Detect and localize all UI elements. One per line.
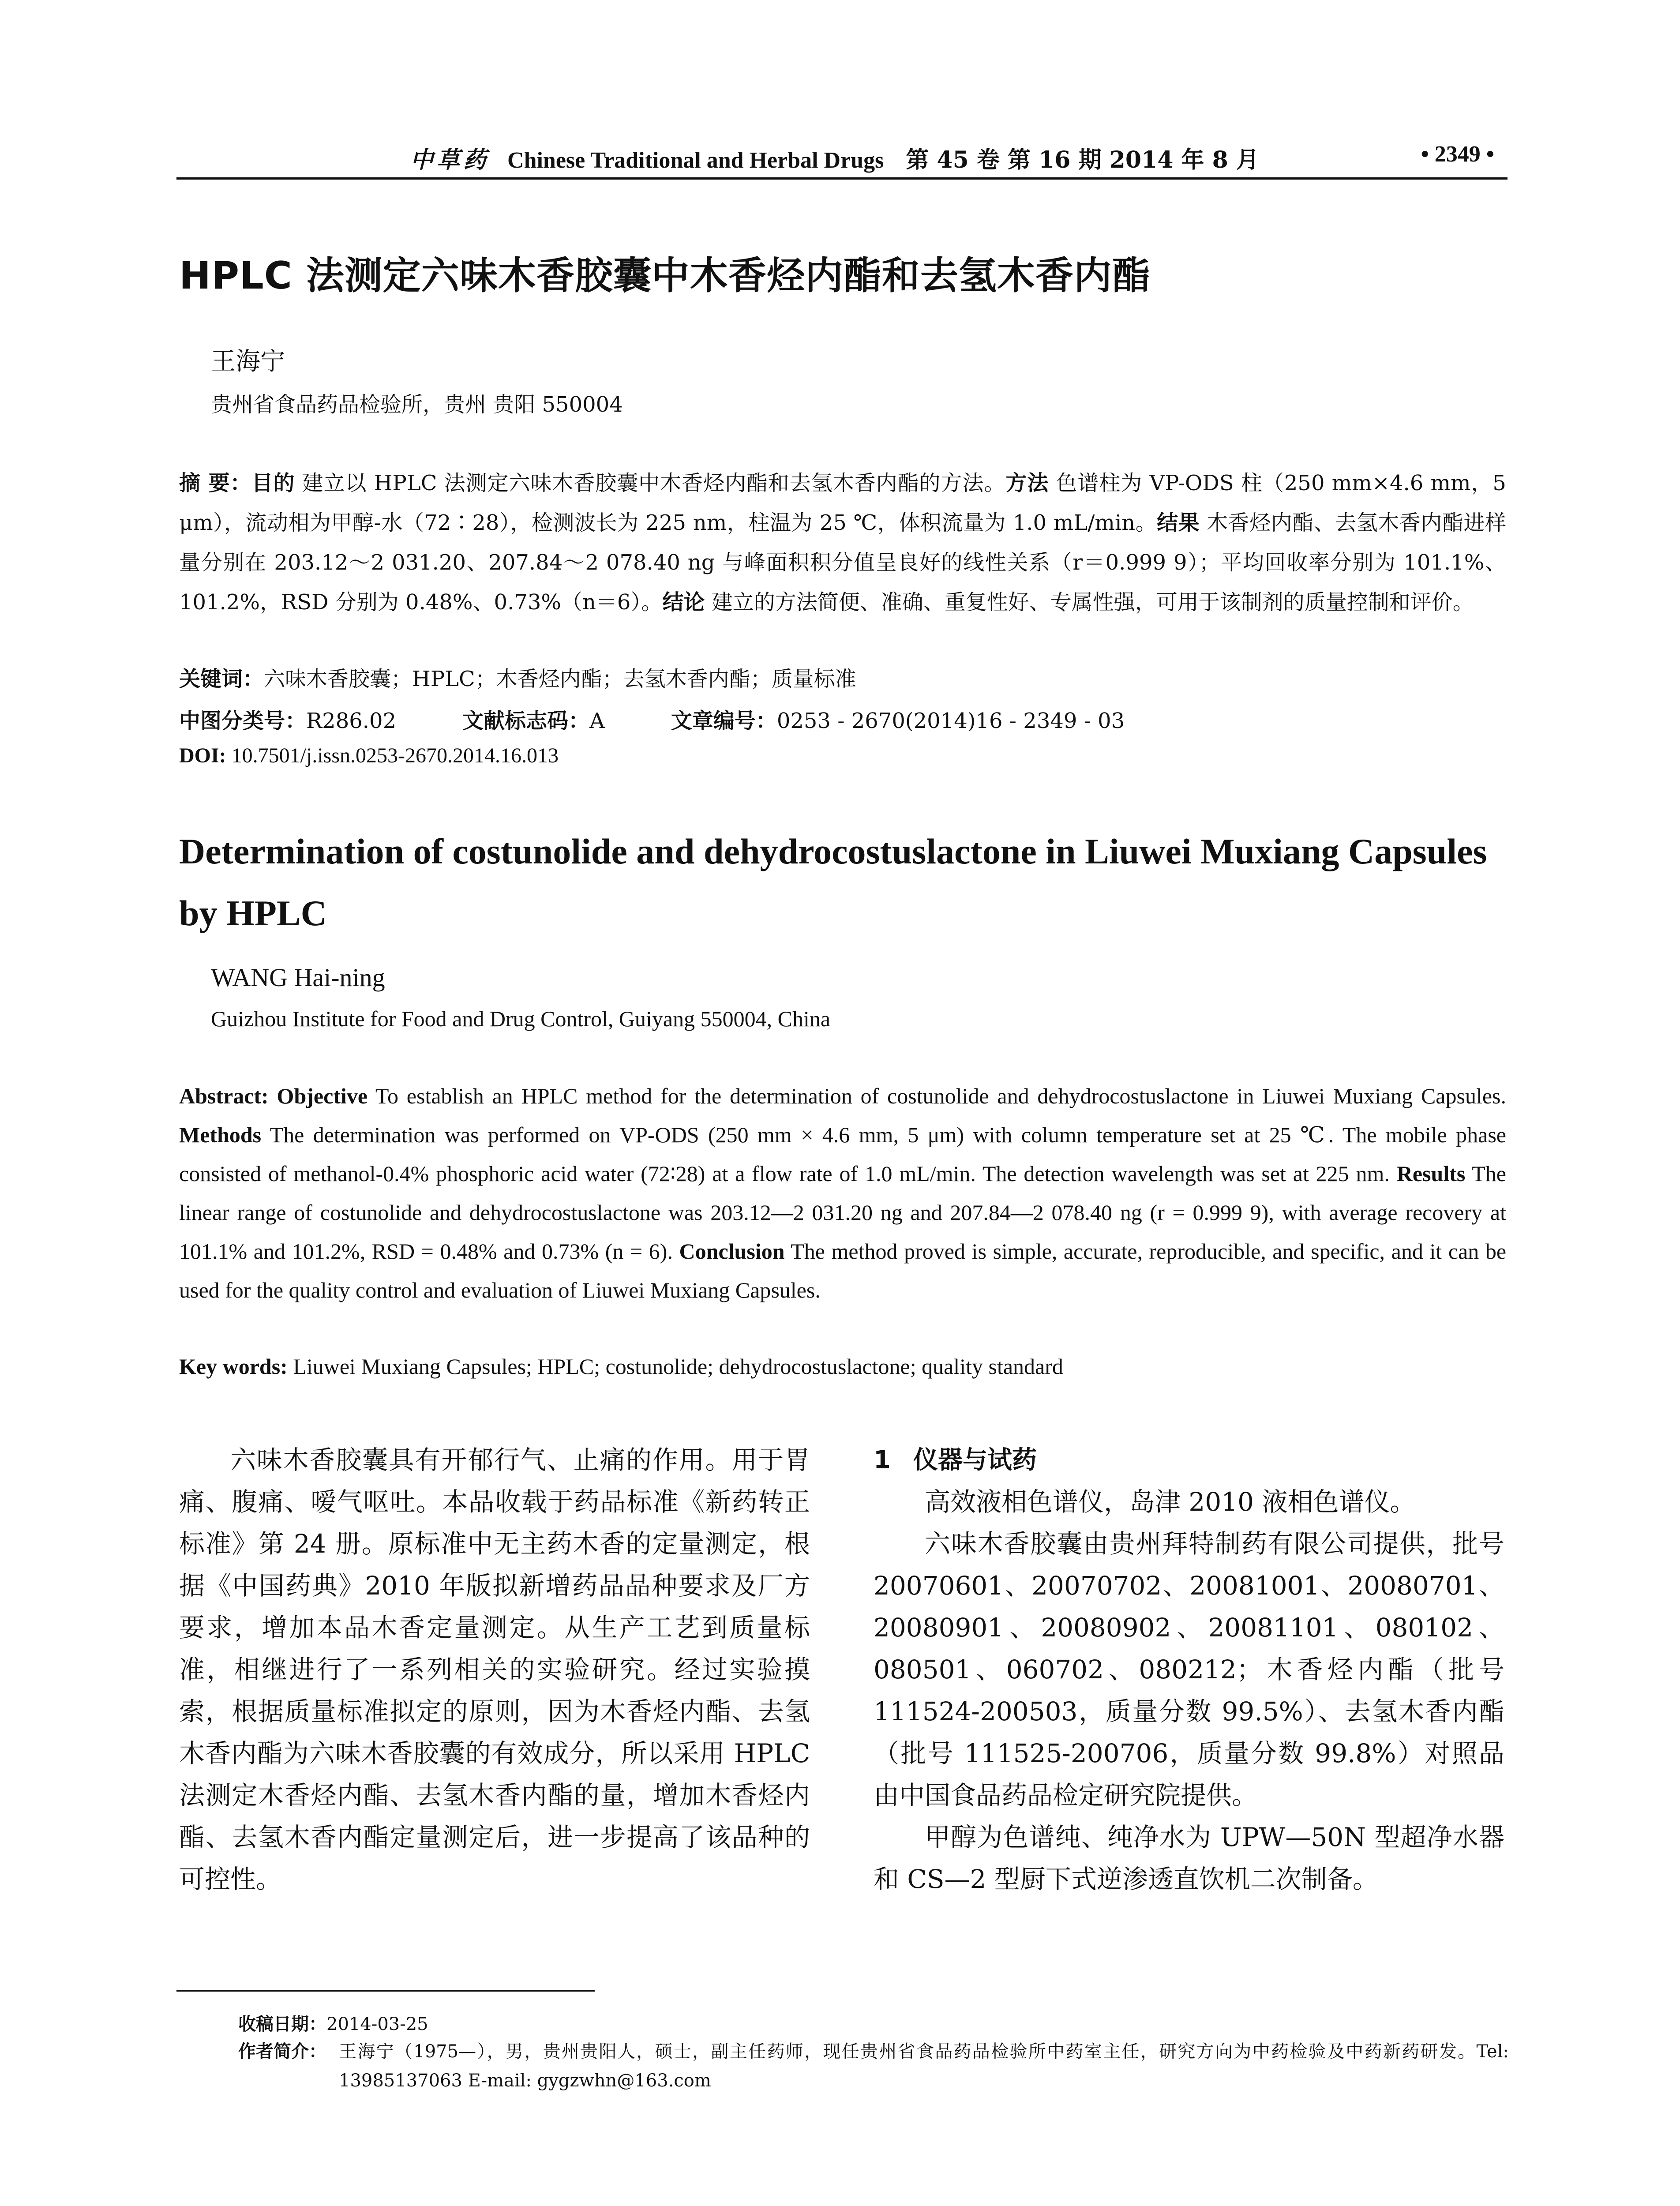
clc-label: 中图分类号： — [179, 709, 307, 733]
section-title: 仪器与试药 — [913, 1446, 1037, 1474]
methods-cn: 色谱柱为 VP-ODS 柱（250 mm×4.6 mm，5 μm），流动相为甲醇-水（72∶28），检测波长为 225 nm，柱温为 25 ℃，体积流量为 1.0 mL/min。 — [179, 471, 1506, 535]
affiliation-en: Guizhou Institute for Food and Drug Control, Guiyang 550004, China — [211, 1006, 831, 1031]
conclusion-en: The method proved is simple, accurate, reproducible, and specific, and it can be used for the quality control and evaluation of Liuwei Muxiang Capsules. — [179, 1239, 1507, 1302]
footnote-received — [238, 2010, 428, 2039]
article-no-label: 文章编号： — [671, 709, 777, 733]
keywords-en-value: Liuwei Muxiang Capsules; HPLC; costunolide; dehydrocostuslactone; quality standard — [287, 1354, 1063, 1379]
journal-logo-cn: 中草药 — [410, 146, 490, 173]
bio-text: 王海宁（1975—），男，贵州贵阳人，硕士，副主任药师，现任贵州省食品药品检验所中药室主任，研究方向为中药检验及中药新药研发。Tel: 13985137063 E-mail: gygzwhn@163.com — [339, 2041, 1509, 2091]
classification-line — [179, 704, 1125, 734]
methods-en: The determination was performed on VP-ODS (250 mm × 4.6 mm, 5 μm) with column temperature set at 25 ℃. The mobile phase consisted of methanol-0.4% phosphoric acid water (72∶28) at a flow rate of 1.0 mL/min. The detection wavelength was set at 225 nm. — [179, 1122, 1506, 1186]
results-cn: 木香烃内酯、去氢木香内酯进样量分别在 203.12～2 031.20、207.84～2 078.40 ng 与峰面积积分值呈良好的线性关系（r＝0.999 9）；平均回收率分别为 101.1%、101.2%，RSD 分别为 0.48%、0.73%（n＝6）。 — [179, 510, 1506, 615]
footnote-rule — [176, 1990, 595, 1992]
objective-cn: 建立以 HPLC 法测定六味木香胶囊中木香烃内酯和去氢木香内酯的方法。 — [295, 471, 1006, 495]
keywords-en-label: Key words: — [179, 1354, 288, 1379]
bio-label: 作者简介： — [238, 2041, 326, 2062]
results-label-en: Results — [1396, 1161, 1466, 1186]
page-number: • 2349 • — [1421, 142, 1494, 167]
keywords-cn-label: 关键词： — [179, 667, 264, 691]
doc-code-value: A — [589, 709, 605, 733]
intro-paragraph: 六味木香胶囊具有开郁行气、止痛的作用。用于胃痛、腹痛、嗳气呕吐。本品收载于药品标准《新药转正标准》第 24 册。原标准中无主药木香的定量测定，根据《中国药典》2010 年版拟新增药品品种要求及厂方要求，增加本品木香定量测定。从生产工艺到质量标准，相继进行了一系列相关的实验研究。经过实验摸索，根据质量标准拟定的原则，因为木香烃内酯、去氢木香内酯为六味木香胶囊的有效成分，所以采用 HPLC 法测定木香烃内酯、去氢木香内酯的量，增加木香烃内酯、去氢木香内酯定量测定后，进一步提高了该品种的可控性。 — [179, 1445, 810, 1894]
received-label: 收稿日期： — [238, 2014, 326, 2034]
abstract-en-label: Abstract: — [179, 1084, 269, 1108]
objective-label-cn: 目的 — [251, 471, 295, 495]
conclusion-cn: 建立的方法简便、准确、重复性好、专属性强，可用于该制剂的质量控制和评价。 — [705, 590, 1474, 615]
clc-value: R286.02 — [306, 709, 397, 733]
header-rule — [176, 177, 1508, 180]
body-left-column — [179, 1439, 810, 1900]
author-en: WANG Hai-ning — [211, 963, 385, 992]
article-no-value: 0253 - 2670(2014)16 - 2349 - 03 — [776, 709, 1125, 733]
conclusion-label-en: Conclusion — [679, 1239, 785, 1264]
objective-en: To establish an HPLC method for the determination of costunolide and dehydrocostuslactone in Liuwei Muxiang Capsules. — [368, 1084, 1506, 1108]
keywords-en — [179, 1354, 1063, 1379]
reagents-paragraph: 甲醇为色谱纯、纯净水为 UPW—50N 型超净水器和 CS—2 型厨下式逆渗透直饮机二次制备。 — [874, 1822, 1504, 1894]
methods-label-en: Methods — [179, 1122, 262, 1147]
abstract-en — [179, 1077, 1506, 1309]
doc-code-label: 文献标志码： — [462, 709, 590, 733]
results-label-cn: 结果 — [1157, 510, 1200, 535]
journal-issue: 第 45 卷 第 16 期 2014 年 8 月 — [906, 146, 1259, 173]
doi-label: DOI: — [179, 744, 226, 767]
section-number: 1 — [874, 1446, 891, 1474]
keywords-cn — [179, 662, 856, 692]
body-right-column — [874, 1439, 1504, 1900]
conclusion-label-cn: 结论 — [662, 590, 705, 615]
title-cn: HPLC 法测定六味木香胶囊中木香烃内酯和去氢木香内酯 — [179, 254, 1151, 298]
affiliation-cn: 贵州省食品药品检验所，贵州 贵阳 550004 — [211, 392, 623, 417]
materials-paragraph: 六味木香胶囊由贵州拜特制药有限公司提供，批号 20070601、20070702、20081001、20080701、20080901、20080902、20081101、080102、080501、060702、080212；木香烃内酯（批号 111524-200503，质量分数 99.5%）、去氢木香内酯（批号 111525-200706，质量分数 99.8%）对照品由中国食品药品检定研究院提供。 — [874, 1529, 1504, 1810]
keywords-cn-value: 六味木香胶囊；HPLC；木香烃内酯；去氢木香内酯；质量标准 — [264, 667, 856, 691]
running-header — [176, 138, 1508, 177]
methods-label-cn: 方法 — [1005, 471, 1049, 495]
author-cn: 王海宁 — [211, 347, 285, 376]
objective-label-en: Objective — [277, 1084, 368, 1108]
footnote-author-bio — [238, 2037, 1509, 2095]
instruments-paragraph: 高效液相色谱仪，岛津 2010 液相色谱仪。 — [925, 1487, 1416, 1517]
abstract-cn-label: 摘 要： — [179, 471, 252, 495]
received-date: 2014-03-25 — [326, 2014, 428, 2034]
journal-name — [410, 141, 1259, 174]
results-en: The linear range of costunolide and dehydrocostuslactone was 203.12—2 031.20 ng and 207.84—2 078.40 ng (r = 0.999 9), with average recovery at 101.1% and 101.2%, RSD = 0.48% and 0.73% (n = 6). — [179, 1161, 1506, 1264]
title-en: Determination of costunolide and dehydrocostuslactone in Liuwei Muxiang Capsules by HPLC — [179, 831, 1487, 933]
section-heading — [874, 1439, 1504, 1481]
abstract-cn — [179, 463, 1506, 622]
doi-value[interactable]: 10.7501/j.issn.0253-2670.2014.16.013 — [226, 744, 559, 767]
journal-name-en: Chinese Traditional and Herbal Drugs — [507, 148, 884, 173]
doi-line — [179, 743, 559, 768]
